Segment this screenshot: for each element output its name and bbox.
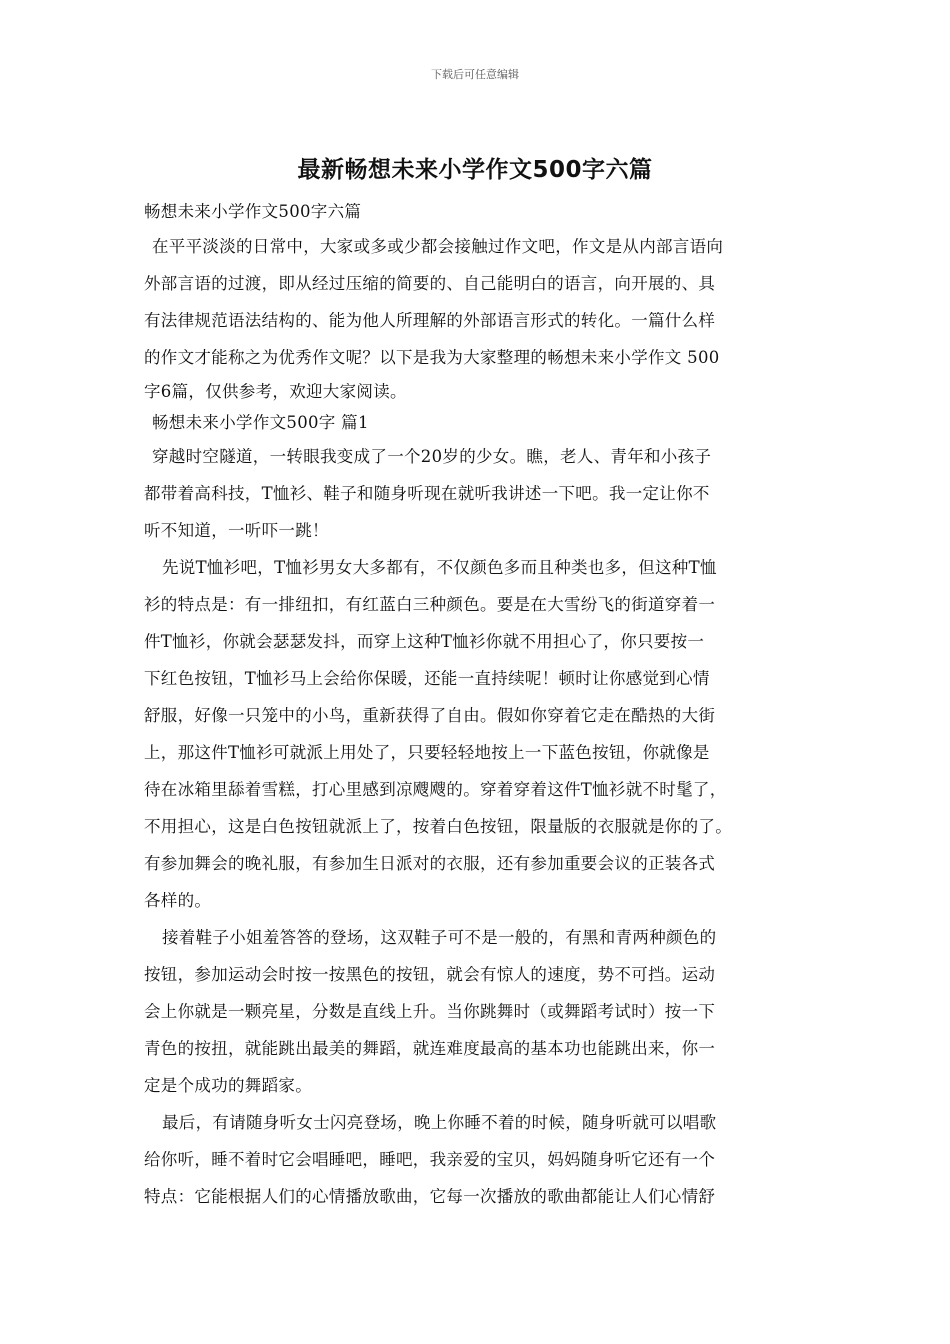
body-line: 上，那这件T恤衫可就派上用处了，只要轻轻地按上一下蓝色按钮，你就像是	[144, 743, 710, 762]
intro-line: 在平平淡淡的日常中，大家或多或少都会接触过作文吧，作文是从内部言语向	[152, 237, 724, 256]
body-line: 青色的按扭，就能跳出最美的舞蹈，就连难度最高的基本功也能跳出来，你一	[144, 1039, 716, 1058]
body-line: 接着鞋子小姐羞答答的登场，这双鞋子可不是一般的，有黑和青两种颜色的	[162, 928, 717, 947]
body-line: 舒服，好像一只笼中的小鸟，重新获得了自由。假如你穿着它走在酷热的大街	[144, 706, 716, 725]
body-line: 件T恤衫，你就会瑟瑟发抖，而穿上这种T恤衫你就不用担心了，你只要按一	[144, 632, 705, 651]
body-line: 下红色按钮，T恤衫马上会给你保暖，还能一直持续呢！顿时让你感觉到心情	[144, 669, 710, 688]
body-line: 会上你就是一颗亮星，分数是直线上升。当你跳舞时（或舞蹈考试时）按一下	[144, 1002, 716, 1021]
subtitle-line: 畅想未来小学作文500字六篇	[144, 202, 362, 221]
document-body	[144, 196, 824, 1215]
intro-line: 的作文才能称之为优秀作文呢？以下是我为大家整理的畅想未来小学作文 500	[144, 348, 720, 367]
body-line: 给你听，睡不着时它会唱睡吧，睡吧，我亲爱的宝贝，妈妈随身听它还有一个	[144, 1150, 716, 1169]
body-line: 先说T恤衫吧，T恤衫男女大多都有，不仅颜色多而且种类也多，但这种T恤	[162, 558, 717, 577]
header-note: 下载后可任意编辑	[431, 68, 519, 81]
document-title: 最新畅想未来小学作文500字六篇	[297, 157, 653, 183]
body-line: 不用担心，这是白色按钮就派上了，按着白色按钮，限量版的衣服就是你的了。	[144, 817, 732, 836]
body-line: 穿越时空隧道，一转眼我变成了一个20岁的少女。瞧，老人、青年和小孩子	[152, 447, 712, 466]
body-line: 各样的。	[144, 891, 212, 910]
section-heading: 畅想未来小学作文500字 篇1	[152, 413, 369, 432]
body-line: 按钮，参加运动会时按一按黑色的按钮，就会有惊人的速度，势不可挡。运动	[144, 965, 716, 984]
body-line: 听不知道，一听吓一跳！	[144, 521, 329, 540]
intro-line: 有法律规范语法结构的、能为他人所理解的外部语言形式的转化。一篇什么样	[144, 311, 716, 330]
intro-line: 外部言语的过渡，即从经过压缩的简要的、自己能明白的语言，向开展的、具	[144, 274, 716, 293]
body-line: 有参加舞会的晚礼服，有参加生日派对的衣服，还有参加重要会议的正装各式	[144, 854, 716, 873]
body-line: 都带着高科技，T恤衫、鞋子和随身听现在就听我讲述一下吧。我一定让你不	[144, 484, 710, 503]
intro-line: 字6篇，仅供参考，欢迎大家阅读。	[144, 382, 407, 401]
body-line: 最后，有请随身听女士闪亮登场，晚上你睡不着的时候，随身听就可以唱歌	[162, 1113, 717, 1132]
body-line: 待在冰箱里舔着雪糕，打心里感到凉飕飕的。穿着穿着这件T恤衫就不时髦了，	[144, 780, 727, 799]
body-line: 定是个成功的舞蹈家。	[144, 1076, 312, 1095]
body-line: 衫的特点是：有一排纽扣，有红蓝白三种颜色。要是在大雪纷飞的街道穿着一	[144, 595, 716, 614]
body-line: 特点：它能根据人们的心情播放歌曲，它每一次播放的歌曲都能让人们心情舒	[144, 1187, 716, 1206]
